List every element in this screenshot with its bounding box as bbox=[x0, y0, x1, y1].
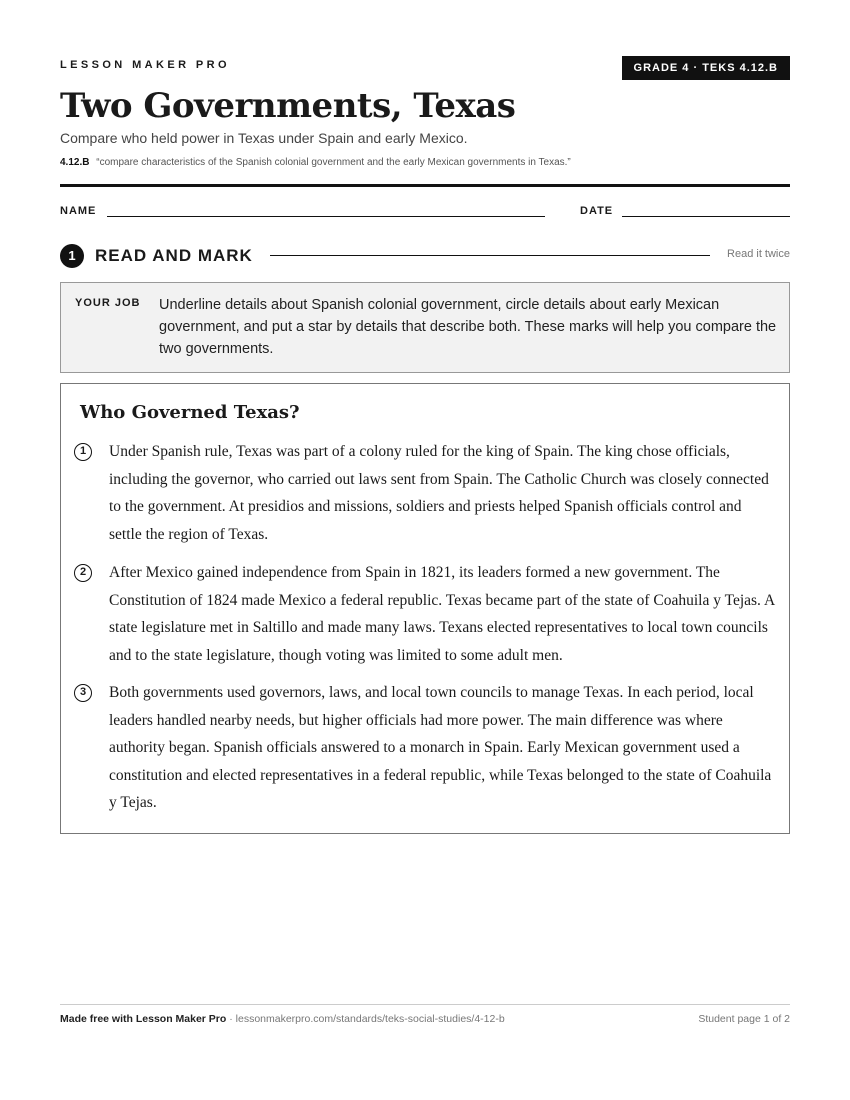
instructions-label: YOUR JOB bbox=[75, 297, 141, 309]
date-field[interactable] bbox=[622, 216, 790, 217]
page-title: Two Governments, Texas bbox=[60, 86, 516, 126]
paragraph-number: 3 bbox=[74, 684, 92, 702]
header-divider bbox=[60, 184, 790, 187]
date-label: DATE bbox=[580, 205, 614, 217]
section-header bbox=[60, 244, 790, 268]
brand-name: LESSON MAKER PRO bbox=[60, 59, 230, 71]
section-divider bbox=[270, 255, 710, 256]
footer-url: · lessonmakerpro.com/standards/teks-social-studies/4-12-b bbox=[226, 1013, 505, 1025]
step-number-badge: 1 bbox=[60, 244, 84, 268]
footer-credit bbox=[60, 1013, 505, 1025]
section-note: Read it twice bbox=[727, 248, 790, 260]
student-fields bbox=[60, 205, 790, 221]
paragraph-text: Under Spanish rule, Texas was part of a colony ruled for the king of Spain. The king chose officials, including the governor, who carried out laws sent from Spain. The Catholic Church was closely connected to the government. At presidios and missions, soldiers and priests helped Spanish officials control and settle the region of Texas. bbox=[109, 443, 769, 543]
grade-badge: GRADE 4 · TEKS 4.12.B bbox=[622, 56, 790, 80]
reading-passage bbox=[60, 383, 790, 834]
page-subtitle: Compare who held power in Texas under Spain and early Mexico. bbox=[60, 130, 468, 146]
instructions-box bbox=[60, 282, 790, 373]
passage-title: Who Governed Texas? bbox=[80, 402, 300, 423]
standard-code: 4.12.B bbox=[60, 157, 90, 168]
footer-page-number: Student page 1 of 2 bbox=[698, 1013, 790, 1025]
paragraph-text: Both governments used governors, laws, and local town councils to manage Texas. In each period, local leaders handled nearby needs, but higher officials had more power. The main difference was where authority began. Spanish officials answered to a monarch in Spain. Early Mexican government used a constitution and elected representatives in a federal republic, while Texas belonged to the state of Coahuila y Tejas. bbox=[109, 684, 772, 811]
footer-made-by: Made free with Lesson Maker Pro bbox=[60, 1013, 227, 1025]
instructions-text: Underline details about Spanish colonial government, circle details about early Mexican government, and put a star by details that describe both. These marks will help you compare the two governments. bbox=[159, 297, 777, 357]
section-title: READ AND MARK bbox=[95, 246, 253, 265]
paragraph-number: 1 bbox=[74, 443, 92, 461]
paragraph-text: After Mexico gained independence from Spain in 1821, its leaders formed a new government. The Constitution of 1824 made Mexico a federal republic. Texas became part of the state of Coahuila y Tejas. A state legislature met in Saltillo and made many laws. Texans elected representatives to local town councils and to the state legislature, though voting was limited to some adult men. bbox=[109, 564, 775, 664]
top-bar bbox=[60, 56, 790, 80]
standard-statement bbox=[60, 157, 571, 168]
paragraph-number: 2 bbox=[74, 564, 92, 582]
name-field[interactable] bbox=[107, 216, 545, 217]
name-label: NAME bbox=[60, 205, 97, 217]
standard-text: “compare characteristics of the Spanish colonial government and the early Mexican governments in Texas.” bbox=[96, 157, 571, 168]
footer-divider bbox=[60, 1004, 790, 1005]
worksheet-page bbox=[60, 0, 790, 1100]
